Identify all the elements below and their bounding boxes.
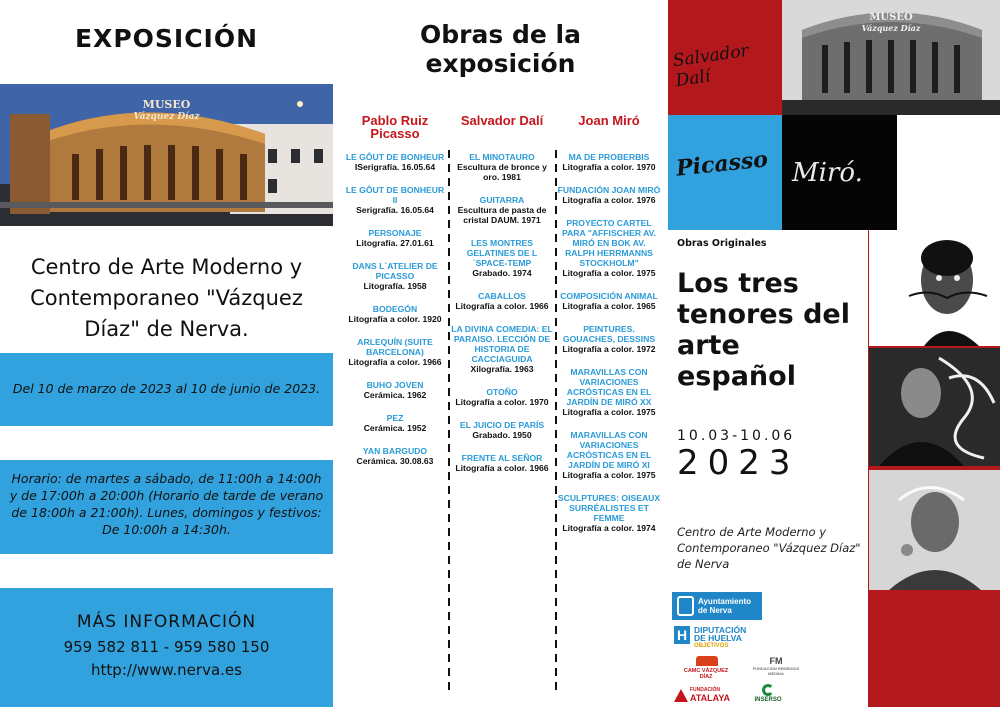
more-info-title: MÁS INFORMACIÓN — [76, 612, 257, 632]
artwork-entry — [557, 367, 661, 417]
artist-name: Joan Miró — [578, 113, 640, 128]
artwork-title: FRENTE AL SEÑOR — [461, 453, 543, 463]
left-panel — [0, 0, 333, 707]
artwork-entry — [343, 261, 447, 291]
artwork-title: LE GÔUT DE BONHEUR II — [345, 185, 445, 205]
artist-name: Pablo Ruiz Picasso — [361, 113, 429, 141]
date-range: 10.03-10.06 — [677, 428, 796, 444]
artwork-entry — [343, 380, 447, 400]
phone-numbers: 959 582 811 - 959 580 150 — [63, 638, 270, 656]
artwork-entry — [557, 185, 661, 205]
exhibition-dates: Del 10 de marzo de 2023 al 10 de junio de 2023. — [12, 381, 321, 396]
atalaya-triangle-icon — [674, 689, 688, 702]
artwork-entry — [343, 228, 447, 248]
artist-column-dali — [450, 114, 554, 486]
cover-panel — [668, 0, 1000, 707]
artwork-title: PROYECTO CARTEL PARA "AFFISCHER AV. MIRÓ EN BOK AV. RALPH HERRMANNS STOCKHOLM" — [562, 218, 656, 268]
miro-portrait-illustration — [869, 348, 1000, 466]
picasso-signature-tile — [668, 115, 782, 230]
artwork-title: LE GÔUT DE BONHEUR — [345, 152, 445, 162]
artwork-title: PEINTURES. GOUACHES, DESSINS — [562, 324, 656, 344]
artwork-entry — [450, 238, 554, 278]
artwork-title: SCULPTURES: OISEAUX SURRÉALISTES ET FEMME — [557, 493, 661, 523]
miro-portrait — [869, 348, 1000, 466]
artwork-detail: Litografía. 27.01.61 — [356, 238, 434, 248]
artwork-detail: Litografía a color. 1974 — [562, 523, 656, 533]
diputacion-logo-subtext: OBJETIVOS — [694, 643, 729, 649]
fundacion-atalaya-logo — [674, 686, 734, 704]
artwork-detail: Grabado. 1950 — [472, 430, 532, 440]
artwork-title: PERSONAJE — [368, 228, 422, 238]
miro-signature-tile — [782, 115, 897, 230]
artwork-detail: Litografía. 1958 — [363, 281, 427, 291]
dali-signature: Salvador Dalí — [671, 40, 750, 92]
fundacion-fm-logo — [746, 656, 806, 676]
artwork-title: ARLEQUÍN (SUITE BARCELONA) — [357, 337, 433, 357]
artwork-detail: Serigrafía. 16.05.64 — [356, 205, 434, 215]
ayuntamiento-crest-icon — [677, 596, 694, 616]
fm-logo-subtext: FUNDACIÓN REMEDIOS MEDINA — [752, 666, 800, 676]
artwork-detail: Escultura de bronce y oro. 1981 — [457, 162, 547, 182]
artwork-entry — [343, 185, 447, 215]
artwork-title: EL JUICIO DE PARÍS — [459, 420, 545, 430]
artist-column-picasso — [343, 114, 447, 479]
artwork-title: BUHO JOVEN — [366, 380, 424, 390]
artwork-detail: Litografía a color. 1970 — [562, 162, 656, 172]
inserso-swirl-icon — [762, 684, 774, 696]
dates-band — [0, 353, 333, 426]
dali-portrait — [869, 230, 1000, 346]
dali-signature-tile — [668, 0, 782, 115]
artwork-entry — [557, 218, 661, 278]
dali-portrait-illustration — [869, 230, 1000, 346]
artwork-entry — [557, 152, 661, 172]
artwork-detail: Litografía a color. 1966 — [455, 301, 549, 311]
artwork-detail: Cerámica. 1952 — [363, 423, 427, 433]
artwork-title: PEZ — [386, 413, 404, 423]
artwork-detail: Litografía a color. 1920 — [348, 314, 442, 324]
website-link[interactable]: http://www.nerva.es — [91, 661, 242, 679]
artwork-title: LA DIVINA COMEDIA: EL PARAISO. LECCIÓN DE HISTORIA DE CACCIAGUIDA — [451, 324, 553, 364]
museum-sign — [0, 99, 333, 123]
artwork-title: YAN BARGUDO — [362, 446, 428, 456]
inserso-logo — [748, 684, 788, 706]
artwork-title: MA DE PROBERBIS — [568, 152, 650, 162]
artwork-entry — [343, 337, 447, 367]
artwork-title: MARAVILLAS CON VARIACIONES ACRÓSTICAS EN EL JARDÍN DE MIRÓ XI — [566, 430, 652, 470]
museum-photo-bw — [782, 0, 1000, 115]
camc-logo — [678, 656, 734, 680]
artwork-detail: Litografía a color. 1975 — [562, 268, 656, 278]
artwork-entry — [450, 387, 554, 407]
fm-logo-mark: FM — [769, 656, 783, 666]
year: 2023 — [677, 443, 800, 483]
artwork-detail: Cerámica. 30.08.63 — [356, 456, 434, 466]
works-heading-text: Obras de la exposición — [420, 20, 581, 78]
artwork-detail: Litografía a color. 1975 — [562, 407, 656, 417]
museum-sign-bw — [782, 12, 1000, 34]
hours-band — [0, 460, 333, 554]
artwork-entry — [343, 446, 447, 466]
artwork-entry — [450, 152, 554, 182]
artwork-title: GUITARRA — [479, 195, 525, 205]
artwork-title: FUNDACIÓN JOAN MIRÓ — [557, 185, 661, 195]
artwork-entry — [450, 195, 554, 225]
atalaya-logo-text: ATALAYA — [690, 693, 731, 703]
artwork-detail: Grabado. 1974 — [472, 268, 532, 278]
artwork-title: BODEGÓN — [372, 304, 418, 314]
camc-logo-text: CAMC VÁZQUEZ DÍAZ — [683, 668, 729, 680]
artwork-entry — [557, 493, 661, 533]
artwork-title: DANS L´ATELIER DE PICASSO — [352, 261, 438, 281]
artwork-entry — [557, 324, 661, 354]
artwork-title: LES MONTRES GELATINES DE L´SPACE-TEMP — [466, 238, 538, 268]
artwork-entry — [343, 152, 447, 172]
artwork-title: COMPOSICIÓN ANIMAL — [560, 291, 658, 301]
artwork-detail: Litografía a color. 1965 — [562, 301, 656, 311]
picasso-portrait — [869, 470, 1000, 590]
exhibition-heading: EXPOSICIÓN — [74, 24, 259, 53]
artwork-detail: Litografía a color. 1966 — [455, 463, 549, 473]
works-panel — [333, 0, 668, 707]
artwork-title: EL MINOTAURO — [469, 152, 535, 162]
camc-building-icon — [696, 656, 718, 666]
diputacion-huelva-logo — [674, 626, 758, 648]
museum-sign-line2: Vázquez Díaz — [133, 112, 200, 122]
headline: Los tres tenores del arte español — [677, 268, 850, 392]
original-works-label: Obras Originales — [677, 238, 767, 249]
artwork-title: OTOÑO — [486, 387, 518, 397]
artwork-entry — [557, 291, 661, 311]
diputacion-h-icon: H — [674, 626, 690, 644]
picasso-signature: Picasso — [674, 146, 770, 182]
works-list — [343, 152, 447, 466]
museum-sign-bw-line2: Vázquez Díaz — [861, 23, 921, 33]
artwork-entry — [343, 413, 447, 433]
artwork-detail: Litografía a color. 1975 — [562, 470, 656, 480]
venue-name: Centro de Arte Moderno y Contemporaneo "Vázquez Díaz" de Nerva. — [30, 255, 303, 341]
works-heading — [333, 20, 668, 78]
museum-sign-line1: MUSEO — [142, 98, 191, 111]
artwork-detail: Xilografía. 1963 — [470, 364, 534, 374]
artwork-detail: Litografía a color. 1966 — [348, 357, 442, 367]
artwork-detail: Litografía a color. 1976 — [562, 195, 656, 205]
artwork-detail: Litografía a color. 1972 — [562, 344, 656, 354]
artist-column-miro — [557, 114, 661, 546]
artwork-detail: Escultura de pasta de cristal DAUM. 1971 — [457, 205, 547, 225]
works-list — [450, 152, 554, 473]
inserso-logo-text: INSERSO — [754, 697, 782, 703]
more-info-band — [0, 588, 333, 707]
artwork-detail: Litografía a color. 1970 — [455, 397, 549, 407]
opening-hours: Horario: de martes a sábado, de 11:00h a 14:00h y de 17:00h a 20:00h (Horario de tarde de verano de 18:00h a 21:00h). Lunes, domingos y festivos: De 10:00h a 14:30h. — [9, 471, 324, 537]
museum-photo — [0, 84, 333, 226]
works-list — [557, 152, 661, 533]
artist-name: Salvador Dalí — [460, 113, 544, 128]
artwork-entry — [343, 304, 447, 324]
cover-venue: Centro de Arte Moderno y Contemporaneo "Vázquez Díaz" de Nerva — [677, 525, 861, 571]
artwork-entry — [450, 324, 554, 374]
ayuntamiento-nerva-logo — [672, 592, 762, 620]
blank-tile — [897, 115, 1000, 230]
picasso-portrait-illustration — [869, 470, 1000, 590]
ayuntamiento-logo-text: Ayuntamiento de Nerva — [698, 597, 752, 615]
miro-signature: Miró. — [792, 158, 863, 188]
artwork-entry — [450, 291, 554, 311]
artwork-detail: Cerámica. 1962 — [363, 390, 427, 400]
atalaya-logo-subtext: FUNDACIÓN — [690, 687, 720, 693]
museum-sign-bw-line1: MUSEO — [869, 12, 913, 23]
artwork-entry — [450, 420, 554, 440]
artwork-title: CABALLOS — [478, 291, 526, 301]
artwork-detail: ISerigrafía. 16.05.64 — [354, 162, 436, 172]
artwork-entry — [450, 453, 554, 473]
artwork-title: MARAVILLAS CON VARIACIONES ACRÓSTICAS EN EL JARDÍN DE MIRÓ XX — [566, 367, 652, 407]
diputacion-logo-text: DIPUTACIÓN DE HUELVA — [694, 625, 747, 643]
artwork-entry — [557, 430, 661, 480]
